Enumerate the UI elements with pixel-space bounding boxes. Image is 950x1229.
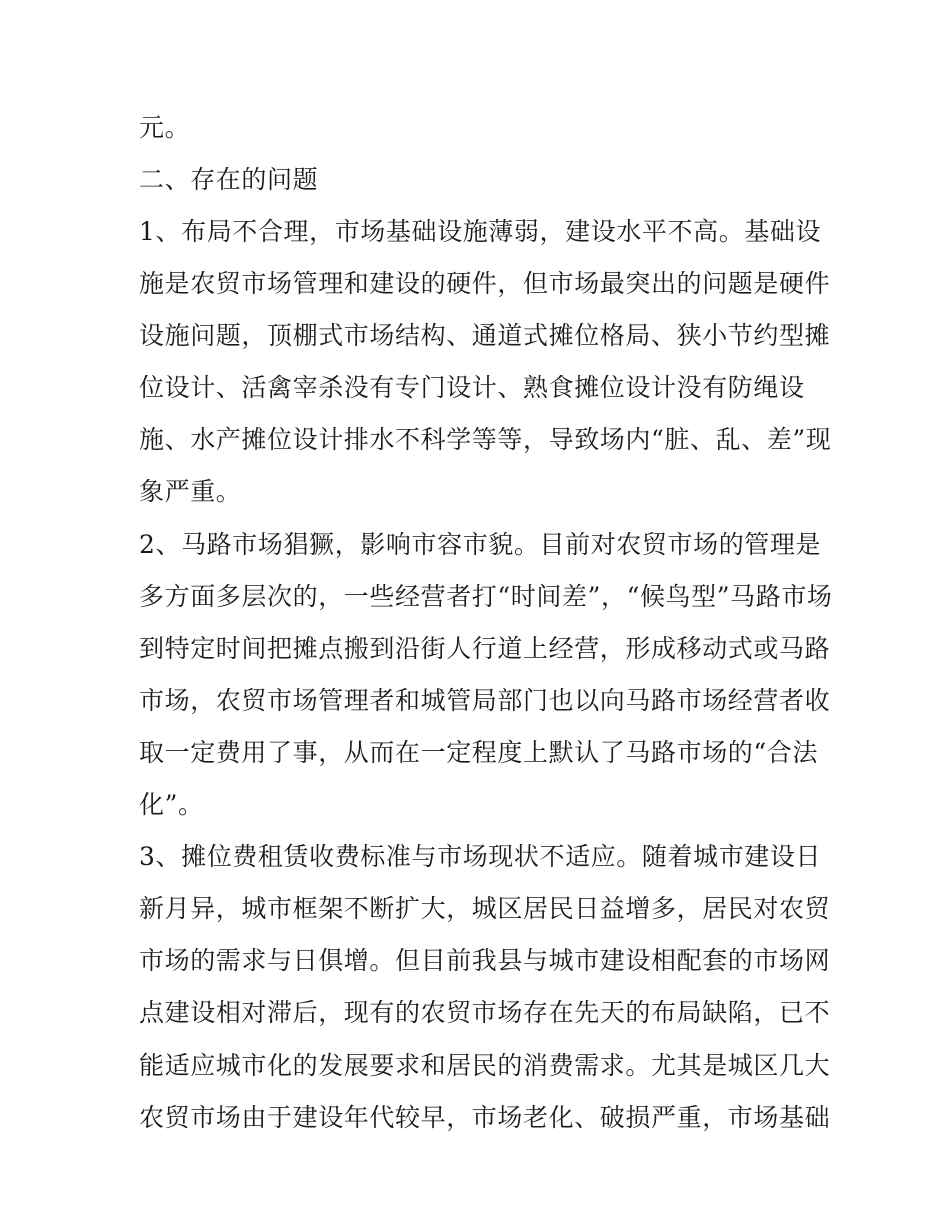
- section-heading-problems: 二、存在的问题: [139, 165, 319, 194]
- paragraph-2-line-2: 多方面多层次的，一些经营者打“时间差”，“候鸟型”马路市场: [139, 582, 833, 611]
- paragraph-1-line-2: 施是农贸市场管理和建设的硬件，但市场最突出的问题是硬件: [139, 269, 831, 298]
- paragraph-1-line-1: 1、布局不合理，市场基础设施薄弱，建设水平不高。基础设: [139, 217, 822, 246]
- paragraph-3-line-3: 市场的需求与日俱增。但目前我县与城市建设相配套的市场网: [139, 946, 831, 975]
- paragraph-1-line-4: 位设计、活禽宰杀没有专门设计、熟食摊位设计没有防绳设: [139, 373, 805, 402]
- paragraph-2-line-4: 市场，农贸市场管理者和城管局部门也以向马路市场经营者收: [139, 686, 831, 715]
- paragraph-2-line-6: 化”。: [139, 790, 204, 819]
- paragraph-3-line-2: 新月异，城市框架不断扩大，城区居民日益增多，居民对农贸: [139, 894, 831, 923]
- paragraph-1-line-3: 设施问题，顶棚式市场结构、通道式摊位格局、狭小节约型摊: [139, 321, 831, 350]
- text-line-closing-fragment: 元。: [139, 113, 191, 142]
- paragraph-3-line-1: 3、摊位费租赁收费标准与市场现状不适应。随着城市建设日: [139, 842, 822, 871]
- paragraph-2-line-3: 到特定时间把摊点搬到沿街人行道上经营，形成移动式或马路: [139, 634, 831, 663]
- paragraph-2-line-5: 取一定费用了事，从而在一定程度上默认了马路市场的“合法: [139, 738, 818, 767]
- paragraph-3-line-6: 农贸市场由于建设年代较早，市场老化、破损严重，市场基础: [139, 1103, 831, 1132]
- paragraph-3-line-5: 能适应城市化的发展要求和居民的消费需求。尤其是城区几大: [139, 1051, 831, 1080]
- paragraph-3-line-4: 点建设相对滞后，现有的农贸市场存在先天的布局缺陷，已不: [139, 998, 831, 1027]
- paragraph-1-line-5: 施、水产摊位设计排水不科学等等，导致场内“脏、乱、差”现: [139, 425, 832, 454]
- paragraph-1-line-6: 象严重。: [139, 477, 242, 506]
- paragraph-2-line-1: 2、马路市场猖獗，影响市容市貌。目前对农贸市场的管理是: [139, 530, 822, 559]
